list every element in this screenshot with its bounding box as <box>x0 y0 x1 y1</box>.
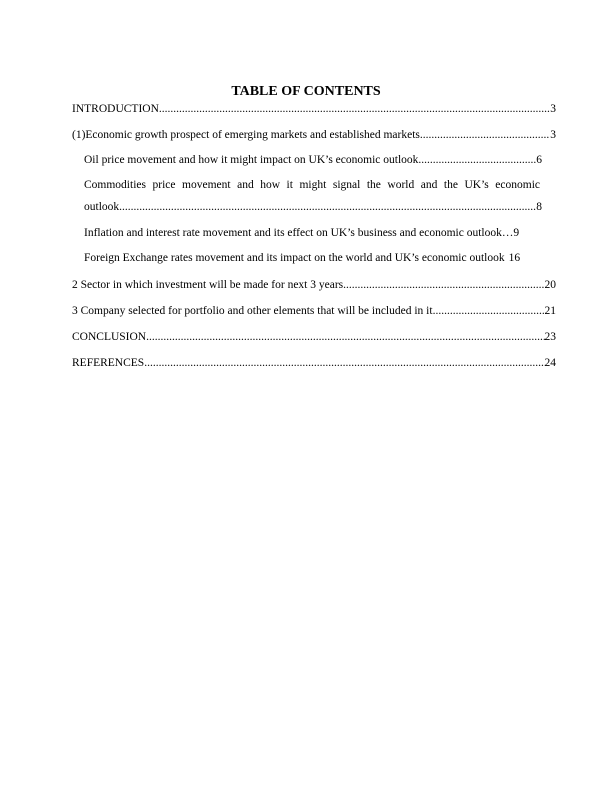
toc-leader-dots <box>146 330 544 344</box>
toc-entry-conclusion[interactable] <box>72 330 556 344</box>
toc-page-number: 3 <box>550 129 556 141</box>
toc-leader-dots <box>159 102 550 116</box>
toc-entry-commodities[interactable] <box>84 200 542 214</box>
toc-entry-label: Oil price movement and how it might impact on UK’s economic outlook <box>84 154 419 166</box>
toc-entry-label: 3 Company selected for portfolio and other elements that will be included in it <box>72 305 433 317</box>
toc-entry-label: INTRODUCTION <box>72 103 159 115</box>
toc-page-number: 24 <box>544 357 556 369</box>
toc-entry-foreign-exchange[interactable] <box>84 251 542 265</box>
toc-entry-label: outlook <box>84 201 120 213</box>
toc-leader-dots <box>420 128 550 142</box>
toc-page-number: 6 <box>536 154 542 166</box>
toc-entry-oil-price[interactable] <box>84 153 542 167</box>
toc-entry-inflation[interactable] <box>84 226 542 240</box>
toc-entry-label: REFERENCES <box>72 357 145 369</box>
toc-leader-dots <box>119 200 536 214</box>
toc-title: TABLE OF CONTENTS <box>231 84 381 99</box>
toc-entry-economic-growth[interactable] <box>72 128 556 142</box>
toc-entry-commodities-line1[interactable]: Commodities price movement and how it might signal the world and the UK’s economic <box>84 179 540 191</box>
toc-entry-company[interactable] <box>72 304 556 318</box>
toc-leader-dots <box>433 304 545 318</box>
toc-page-number: 16 <box>508 252 521 264</box>
toc-page-number: 9 <box>513 227 520 239</box>
toc-leader-dots <box>144 356 544 370</box>
toc-entry-label: Foreign Exchange rates movement and its impact on the world and UK’s economic outlook <box>84 252 505 264</box>
toc-leader-dots <box>418 153 536 167</box>
toc-entry-label: Inflation and interest rate movement and its effect on UK’s business and economic outlook… <box>84 227 514 239</box>
toc-leader-dots <box>343 278 544 292</box>
toc-entry-label: (1)Economic growth prospect of emerging markets and established markets <box>72 129 420 141</box>
toc-page-number: 21 <box>544 305 556 317</box>
toc-page-number: 23 <box>544 331 556 343</box>
toc-entry-label: 2 Sector in which investment will be made for next 3 years <box>72 279 344 291</box>
toc-page-number: 3 <box>550 103 556 115</box>
toc-entry-label: CONCLUSION <box>72 331 147 343</box>
toc-page-number: 20 <box>544 279 556 291</box>
toc-entry-introduction[interactable] <box>72 102 556 116</box>
toc-page-number: 8 <box>536 201 542 213</box>
toc-entry-sector[interactable] <box>72 278 556 292</box>
toc-entry-references[interactable] <box>72 356 556 370</box>
